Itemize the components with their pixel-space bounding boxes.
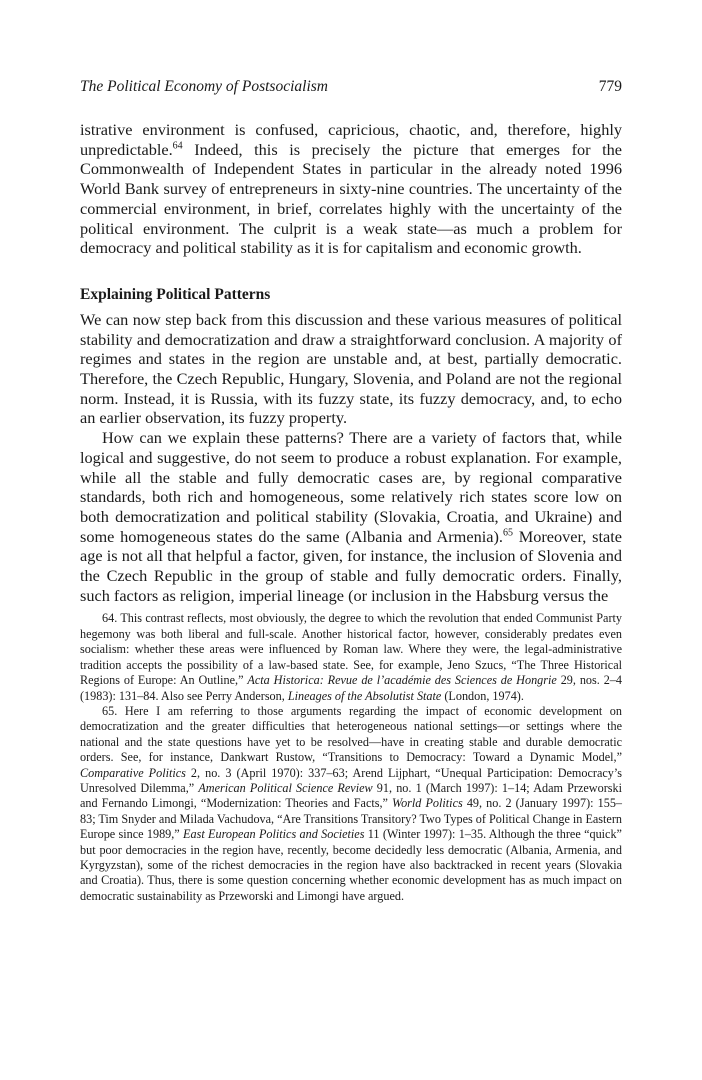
footnote-text: 49, no. 2 (January 1997): 155–83; Tim Snyder and Milada Vachudova, “Are Transitions Transitory? Two Types of Political Change in Eastern Europe since 1989,”	[80, 796, 623, 842]
footnote-64	[80, 611, 622, 703]
paragraph	[80, 428, 622, 605]
footnote-text: 2, no. 3 (April 1970): 337–63; Arend Lijphart, “Unequal Participation: Democracy’s Unresolved Dilemma,”	[80, 765, 622, 795]
footnote-text: (London, 1974).	[441, 688, 524, 703]
journal-title: Acta Historica: Revue de l’académie des Sciences de Hongrie	[247, 673, 557, 688]
footnote-text: 29, nos. 2–4 (1983): 131–84. Also see Perry Anderson,	[80, 673, 622, 703]
running-title: The Political Economy of Postsocialism	[80, 78, 328, 95]
document-page	[80, 78, 622, 904]
footnote-ref-65: 65	[502, 527, 513, 539]
footnote-text: 91, no. 1 (March 1997): 1–14; Adam Przeworski and Fernando Limongi, “Modernization: Theories and Facts,”	[80, 780, 622, 811]
paragraph-text: Moreover, state age is not all that helpful a factor, given, for instance, the inclusion of Slovenia and the Czech Republic in the group of stable and fully democratic orders. Finally, such factors as religion, imperial lineage (or inclusion in the Habsburg versus the	[80, 526, 623, 605]
section-heading: Explaining Political Patterns	[80, 285, 271, 303]
journal-title: World Politics	[392, 796, 463, 811]
footnote-text: 11 (Winter 1997): 1–35. Although the three “quick” but poor democracies in the region have, recently, become decidedly less democratic (Albania, Armenia, and Kyrgyzstan), some of the richest democracies in the region have also backtracked in recent years (Slovakia and Croatia). Thus, there is some question concerning whether economic development has as much impact on democratic sustainability as Przeworski and Limongi have argued.	[80, 827, 622, 903]
footnote-ref-64: 64	[172, 140, 183, 152]
journal-title: East European Politics and Societies	[183, 827, 365, 842]
footnotes	[80, 611, 622, 904]
journal-title: American Political Science Review	[198, 780, 373, 795]
page-number: 779	[598, 78, 622, 95]
paragraph-text: istrative environment is confused, capricious, chaotic, and, therefore, highly unpredictable.	[80, 120, 622, 159]
book-title: Lineages of the Absolutist State	[287, 688, 442, 703]
journal-title: Comparative Politics	[80, 765, 186, 780]
running-head	[80, 78, 622, 102]
footnote-text: 65. Here I am referring to those arguments regarding the impact of economic development on democratization and the greater difficulties that heterogeneous national settings—or settings where the national and the state questions have yet to be resolved—have in creating stable and durable democratic orders. See, for instance, Dankwart Rustow, “Transitions to Democracy: Toward a Dynamic Model,”	[80, 703, 622, 765]
paragraph-text: Indeed, this is precisely the picture that emerges for the Commonwealth of Independent States in particular in the already noted 1996 World Bank survey of entrepreneurs in sixty-nine countries. The uncertainty of the commercial environment, in brief, correlates highly with the uncertainty of the political environment. The culprit is a weak state—as much a problem for democracy and political stability as it is for capitalism and economic growth.	[80, 139, 622, 258]
paragraph-text: How can we explain these patterns? There are a variety of factors that, while logical and suggestive, do not seem to produce a robust explanation. For example, while all the stable and fully democratic cases are, by regional comparative standards, both rich and homogeneous, some relatively rich states score low on both democratization and political stability (Slovakia, Croatia, and Ukraine) and some homogeneous states do the same (Albania and Armenia).	[80, 428, 622, 546]
paragraph: We can now step back from this discussion and these various measures of political stability and democratization and draw a straightforward conclusion. A majority of regimes and states in the region are unstable and, at best, partially democratic. Therefore, the Czech Republic, Hungary, Slovenia, and Poland are not the regional norm. Instead, it is Russia, with its fuzzy state, its fuzzy democracy, and, to echo an earlier observation, its fuzzy property.	[80, 309, 622, 428]
footnote-65	[80, 704, 622, 904]
body-text	[80, 120, 622, 605]
paragraph-continued	[80, 120, 622, 258]
footnote-text: 64. This contrast reflects, most obviously, the degree to which the revolution that ended Communist Party hegemony was both liberal and full-scale. Another historical factor, however, considerably predates even socialism: whether these areas were influenced by Roman law. Where they were, the legal-administrative tradition accepts the possibility of a law-based state. See, for example, Jeno Szucs, “The Three Historical Regions of Europe: An Outline,”	[80, 611, 622, 688]
